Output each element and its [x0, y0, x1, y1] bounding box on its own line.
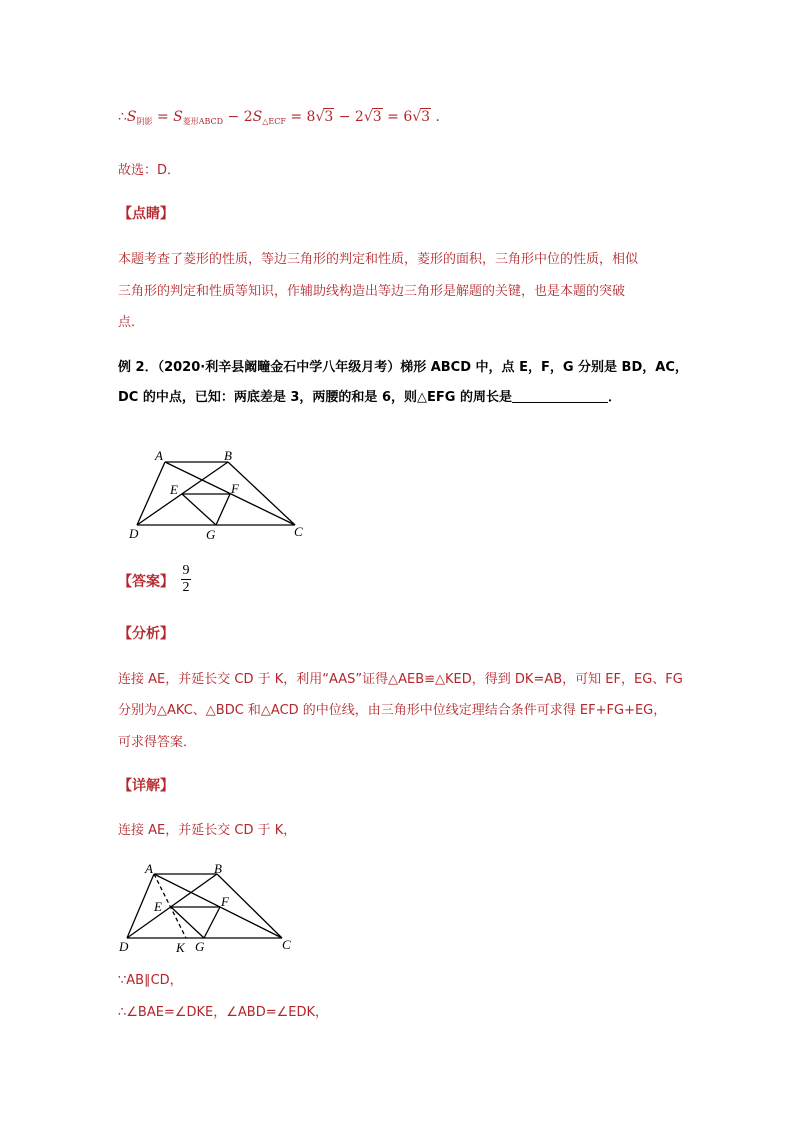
trapezoid-figure-1 [120, 440, 320, 550]
fig2-label-E: E [154, 899, 162, 914]
fig1-label-E: E [170, 482, 178, 497]
answer-numerator: 9 [182, 563, 190, 578]
proof-line-1: ∵AB∥CD， [118, 973, 183, 988]
area-formula: $\therefore S_{阴影} = S_{菱形ABCD} - 2S_{\triangle ECF} = 8√3 - 2√3 = 6√3$ . [118, 109, 440, 126]
xiangjie-line: 连接 AE，并延长交 CD 于 K， [118, 823, 297, 838]
fig2-label-A: A [145, 861, 153, 876]
dianjing-heading: 【点睛】 [118, 206, 174, 222]
answer-blank [512, 388, 608, 403]
proof-line-2: ∴∠BAE=∠DKE，∠ABD=∠EDK， [118, 1005, 329, 1020]
fig2-label-D: D [119, 939, 129, 954]
fenxi-line-1: 连接 AE，并延长交 CD 于 K，利用“AAS”证得△AEB≌△KED，得到 DK=AB，可知 EF，EG、FG [118, 672, 683, 687]
fig1-label-B: B [224, 448, 232, 463]
answer-fraction [181, 563, 191, 596]
answer-heading: 【答案】 [118, 574, 174, 590]
fig1-label-A: A [155, 448, 163, 463]
fig2-label-B: B [214, 861, 222, 876]
example-line-2: DC 的中点，已知：两底差是 3，两腰的和是 6，则△EFG 的周长是 ． [118, 390, 621, 405]
fenxi-line-3: 可求得答案． [118, 735, 197, 750]
answer-denominator: 2 [182, 580, 190, 595]
xiangjie-heading: 【详解】 [118, 778, 174, 794]
fig1-label-G: G [206, 527, 216, 542]
fig2-label-K: K [176, 940, 185, 955]
fig1-label-D: D [129, 526, 139, 541]
fig2-label-F: F [221, 894, 229, 909]
fenxi-heading: 【分析】 [118, 626, 174, 642]
fig1-label-C: C [294, 524, 303, 539]
dianjing-line-2: 三角形的判定和性质等知识，作辅助线构造出等边三角形是解题的关键，也是本题的突破 [118, 284, 626, 299]
dianjing-line-1: 本题考查了菱形的性质，等边三角形的判定和性质，菱形的面积，三角形中位的性质，相似 [118, 252, 639, 267]
fenxi-line-2: 分别为△AKC、△BDC 和△ACD 的中位线，由三角形中位线定理结合条件可求得 EF+FG+EG， [118, 703, 667, 718]
dianjing-line-3: 点． [118, 315, 145, 330]
fig2-label-G: G [195, 939, 205, 954]
fig1-label-F: F [231, 481, 239, 496]
fig2-label-C: C [282, 937, 291, 952]
example-line-1: 例 2．（2020·利辛县阚疃金石中学八年级月考）梯形 ABCD 中，点 E，F，G 分别是 BD，AC， [118, 360, 688, 375]
trapezoid-figure-2 [112, 855, 312, 963]
choice-text: 故选：D． [118, 163, 181, 178]
